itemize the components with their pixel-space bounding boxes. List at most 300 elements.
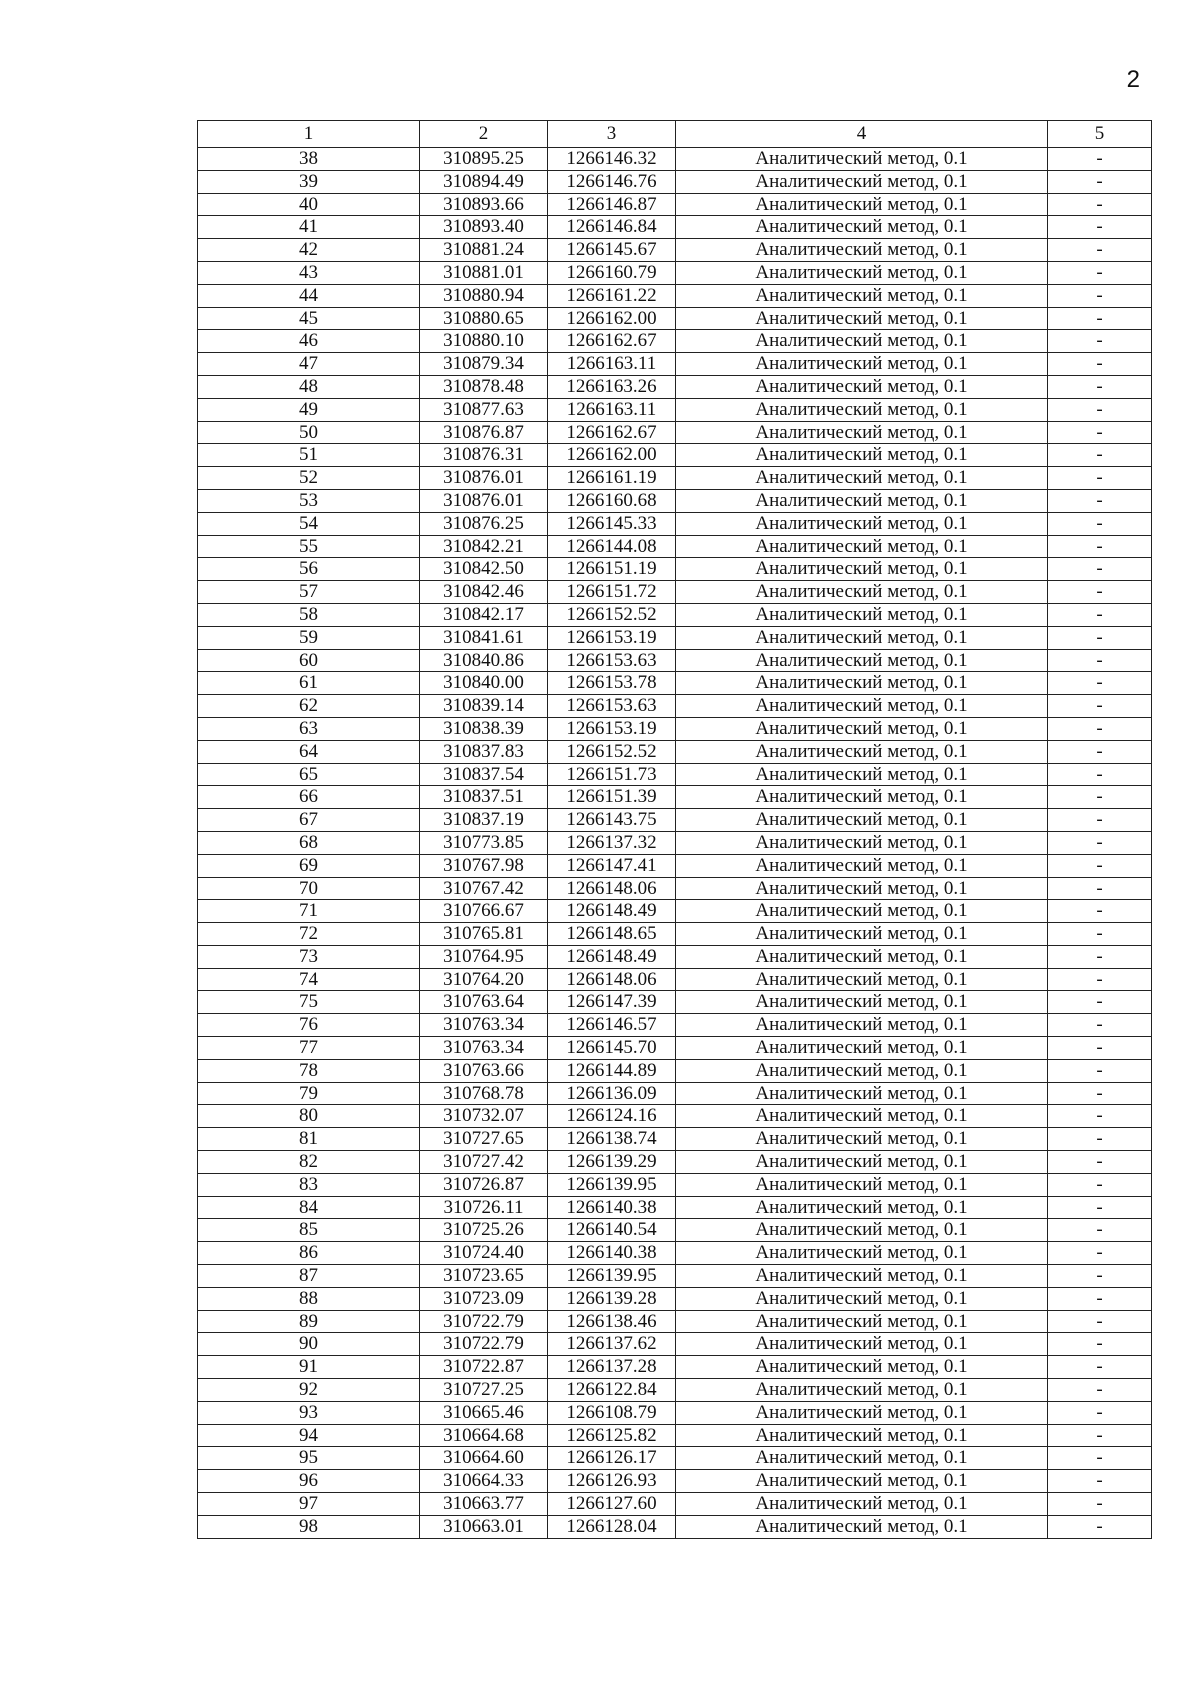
table-row — [198, 1128, 1152, 1151]
table-row — [198, 193, 1152, 216]
table-row — [198, 1219, 1152, 1242]
y-coordinate-cell: 1266137.62 — [548, 1333, 676, 1356]
y-coordinate-cell: 1266143.75 — [548, 809, 676, 832]
x-coordinate-cell: 310768.78 — [420, 1082, 548, 1105]
method-cell: Аналитический метод, 0.1 — [676, 1287, 1048, 1310]
x-coordinate-cell: 310665.46 — [420, 1401, 548, 1424]
x-coordinate-cell: 310766.67 — [420, 900, 548, 923]
y-coordinate-cell: 1266153.19 — [548, 626, 676, 649]
y-coordinate-cell: 1266163.26 — [548, 375, 676, 398]
note-cell: - — [1048, 535, 1152, 558]
method-cell: Аналитический метод, 0.1 — [676, 216, 1048, 239]
table-row — [198, 1447, 1152, 1470]
table-row — [198, 1310, 1152, 1333]
table-row — [198, 558, 1152, 581]
table-row — [198, 672, 1152, 695]
table-row — [198, 877, 1152, 900]
point-number-cell: 43 — [198, 261, 420, 284]
table-row — [198, 1470, 1152, 1493]
note-cell: - — [1048, 489, 1152, 512]
table-row — [198, 421, 1152, 444]
y-coordinate-cell: 1266162.67 — [548, 330, 676, 353]
method-cell: Аналитический метод, 0.1 — [676, 1059, 1048, 1082]
note-cell: - — [1048, 1059, 1152, 1082]
table-row — [198, 261, 1152, 284]
method-cell: Аналитический метод, 0.1 — [676, 763, 1048, 786]
method-cell: Аналитический метод, 0.1 — [676, 1219, 1048, 1242]
note-cell: - — [1048, 581, 1152, 604]
point-number-cell: 67 — [198, 809, 420, 832]
note-cell: - — [1048, 1401, 1152, 1424]
page-number: 2 — [1126, 66, 1140, 93]
note-cell: - — [1048, 284, 1152, 307]
method-cell: Аналитический метод, 0.1 — [676, 1401, 1048, 1424]
method-cell: Аналитический метод, 0.1 — [676, 1082, 1048, 1105]
y-coordinate-cell: 1266139.28 — [548, 1287, 676, 1310]
x-coordinate-cell: 310880.10 — [420, 330, 548, 353]
x-coordinate-cell: 310663.01 — [420, 1515, 548, 1538]
table-row — [198, 1515, 1152, 1538]
x-coordinate-cell: 310894.49 — [420, 170, 548, 193]
point-number-cell: 49 — [198, 398, 420, 421]
note-cell: - — [1048, 991, 1152, 1014]
point-number-cell: 97 — [198, 1493, 420, 1516]
note-cell: - — [1048, 626, 1152, 649]
note-cell: - — [1048, 945, 1152, 968]
x-coordinate-cell: 310876.87 — [420, 421, 548, 444]
x-coordinate-cell: 310842.17 — [420, 603, 548, 626]
method-cell: Аналитический метод, 0.1 — [676, 421, 1048, 444]
x-coordinate-cell: 310724.40 — [420, 1242, 548, 1265]
point-number-cell: 89 — [198, 1310, 420, 1333]
x-coordinate-cell: 310726.11 — [420, 1196, 548, 1219]
y-coordinate-cell: 1266151.73 — [548, 763, 676, 786]
method-cell: Аналитический метод, 0.1 — [676, 1128, 1048, 1151]
x-coordinate-cell: 310893.66 — [420, 193, 548, 216]
point-number-cell: 92 — [198, 1379, 420, 1402]
note-cell: - — [1048, 512, 1152, 535]
method-cell: Аналитический метод, 0.1 — [676, 261, 1048, 284]
method-cell: Аналитический метод, 0.1 — [676, 353, 1048, 376]
point-number-cell: 51 — [198, 444, 420, 467]
method-cell: Аналитический метод, 0.1 — [676, 923, 1048, 946]
x-coordinate-cell: 310876.25 — [420, 512, 548, 535]
table-row — [198, 1424, 1152, 1447]
point-number-cell: 79 — [198, 1082, 420, 1105]
x-coordinate-cell: 310727.42 — [420, 1151, 548, 1174]
x-coordinate-cell: 310881.01 — [420, 261, 548, 284]
y-coordinate-cell: 1266146.57 — [548, 1014, 676, 1037]
table-row — [198, 1493, 1152, 1516]
method-cell: Аналитический метод, 0.1 — [676, 170, 1048, 193]
point-number-cell: 93 — [198, 1401, 420, 1424]
note-cell: - — [1048, 375, 1152, 398]
note-cell: - — [1048, 1082, 1152, 1105]
note-cell: - — [1048, 1128, 1152, 1151]
table-row — [198, 1037, 1152, 1060]
note-cell: - — [1048, 444, 1152, 467]
x-coordinate-cell: 310764.95 — [420, 945, 548, 968]
note-cell: - — [1048, 1310, 1152, 1333]
y-coordinate-cell: 1266122.84 — [548, 1379, 676, 1402]
table-row — [198, 991, 1152, 1014]
method-cell: Аналитический метод, 0.1 — [676, 1356, 1048, 1379]
y-coordinate-cell: 1266144.08 — [548, 535, 676, 558]
point-number-cell: 40 — [198, 193, 420, 216]
y-coordinate-cell: 1266162.67 — [548, 421, 676, 444]
table-row — [198, 626, 1152, 649]
note-cell: - — [1048, 1470, 1152, 1493]
point-number-cell: 75 — [198, 991, 420, 1014]
note-cell: - — [1048, 261, 1152, 284]
table-row — [198, 535, 1152, 558]
table-row — [198, 307, 1152, 330]
table-row — [198, 740, 1152, 763]
point-number-cell: 85 — [198, 1219, 420, 1242]
table-row — [198, 1401, 1152, 1424]
y-coordinate-cell: 1266152.52 — [548, 603, 676, 626]
note-cell: - — [1048, 467, 1152, 490]
x-coordinate-cell: 310838.39 — [420, 717, 548, 740]
table-row — [198, 968, 1152, 991]
x-coordinate-cell: 310767.42 — [420, 877, 548, 900]
method-cell: Аналитический метод, 0.1 — [676, 512, 1048, 535]
method-cell: Аналитический метод, 0.1 — [676, 307, 1048, 330]
method-cell: Аналитический метод, 0.1 — [676, 877, 1048, 900]
y-coordinate-cell: 1266108.79 — [548, 1401, 676, 1424]
method-cell: Аналитический метод, 0.1 — [676, 398, 1048, 421]
point-number-cell: 88 — [198, 1287, 420, 1310]
note-cell: - — [1048, 148, 1152, 171]
y-coordinate-cell: 1266153.19 — [548, 717, 676, 740]
point-number-cell: 84 — [198, 1196, 420, 1219]
y-coordinate-cell: 1266147.41 — [548, 854, 676, 877]
x-coordinate-cell: 310723.65 — [420, 1265, 548, 1288]
y-coordinate-cell: 1266160.79 — [548, 261, 676, 284]
x-coordinate-cell: 310842.21 — [420, 535, 548, 558]
method-cell: Аналитический метод, 0.1 — [676, 1470, 1048, 1493]
y-coordinate-cell: 1266153.63 — [548, 695, 676, 718]
y-coordinate-cell: 1266125.82 — [548, 1424, 676, 1447]
point-number-cell: 57 — [198, 581, 420, 604]
y-coordinate-cell: 1266148.65 — [548, 923, 676, 946]
method-cell: Аналитический метод, 0.1 — [676, 1173, 1048, 1196]
point-number-cell: 78 — [198, 1059, 420, 1082]
method-cell: Аналитический метод, 0.1 — [676, 1265, 1048, 1288]
point-number-cell: 42 — [198, 239, 420, 262]
y-coordinate-cell: 1266138.46 — [548, 1310, 676, 1333]
note-cell: - — [1048, 1219, 1152, 1242]
note-cell: - — [1048, 398, 1152, 421]
y-coordinate-cell: 1266128.04 — [548, 1515, 676, 1538]
point-number-cell: 77 — [198, 1037, 420, 1060]
method-cell: Аналитический метод, 0.1 — [676, 1151, 1048, 1174]
table-body — [198, 148, 1152, 1539]
x-coordinate-cell: 310722.79 — [420, 1310, 548, 1333]
note-cell: - — [1048, 239, 1152, 262]
method-cell: Аналитический метод, 0.1 — [676, 603, 1048, 626]
y-coordinate-cell: 1266139.95 — [548, 1265, 676, 1288]
point-number-cell: 68 — [198, 831, 420, 854]
table-row — [198, 330, 1152, 353]
table-row — [198, 695, 1152, 718]
x-coordinate-cell: 310840.00 — [420, 672, 548, 695]
y-coordinate-cell: 1266152.52 — [548, 740, 676, 763]
column-header-1: 1 — [198, 121, 420, 148]
table-row — [198, 1105, 1152, 1128]
y-coordinate-cell: 1266140.38 — [548, 1196, 676, 1219]
note-cell: - — [1048, 216, 1152, 239]
method-cell: Аналитический метод, 0.1 — [676, 786, 1048, 809]
method-cell: Аналитический метод, 0.1 — [676, 809, 1048, 832]
table-row — [198, 854, 1152, 877]
point-number-cell: 60 — [198, 649, 420, 672]
note-cell: - — [1048, 763, 1152, 786]
note-cell: - — [1048, 353, 1152, 376]
note-cell: - — [1048, 877, 1152, 900]
table-row — [198, 1059, 1152, 1082]
point-number-cell: 70 — [198, 877, 420, 900]
y-coordinate-cell: 1266124.16 — [548, 1105, 676, 1128]
y-coordinate-cell: 1266162.00 — [548, 307, 676, 330]
method-cell: Аналитический метод, 0.1 — [676, 900, 1048, 923]
table-row — [198, 1242, 1152, 1265]
y-coordinate-cell: 1266163.11 — [548, 353, 676, 376]
point-number-cell: 87 — [198, 1265, 420, 1288]
method-cell: Аналитический метод, 0.1 — [676, 444, 1048, 467]
column-header-5: 5 — [1048, 121, 1152, 148]
point-number-cell: 48 — [198, 375, 420, 398]
y-coordinate-cell: 1266139.95 — [548, 1173, 676, 1196]
point-number-cell: 81 — [198, 1128, 420, 1151]
y-coordinate-cell: 1266151.19 — [548, 558, 676, 581]
x-coordinate-cell: 310880.65 — [420, 307, 548, 330]
x-coordinate-cell: 310880.94 — [420, 284, 548, 307]
y-coordinate-cell: 1266146.76 — [548, 170, 676, 193]
x-coordinate-cell: 310842.50 — [420, 558, 548, 581]
y-coordinate-cell: 1266161.19 — [548, 467, 676, 490]
x-coordinate-cell: 310840.86 — [420, 649, 548, 672]
x-coordinate-cell: 310837.83 — [420, 740, 548, 763]
note-cell: - — [1048, 307, 1152, 330]
x-coordinate-cell: 310876.31 — [420, 444, 548, 467]
x-coordinate-cell: 310763.64 — [420, 991, 548, 1014]
y-coordinate-cell: 1266146.84 — [548, 216, 676, 239]
note-cell: - — [1048, 809, 1152, 832]
point-number-cell: 66 — [198, 786, 420, 809]
point-number-cell: 71 — [198, 900, 420, 923]
table-row — [198, 1014, 1152, 1037]
y-coordinate-cell: 1266153.63 — [548, 649, 676, 672]
table-row — [198, 148, 1152, 171]
y-coordinate-cell: 1266145.70 — [548, 1037, 676, 1060]
point-number-cell: 50 — [198, 421, 420, 444]
method-cell: Аналитический метод, 0.1 — [676, 375, 1048, 398]
y-coordinate-cell: 1266148.49 — [548, 900, 676, 923]
column-header-4: 4 — [676, 121, 1048, 148]
method-cell: Аналитический метод, 0.1 — [676, 968, 1048, 991]
x-coordinate-cell: 310726.87 — [420, 1173, 548, 1196]
table-row — [198, 1265, 1152, 1288]
note-cell: - — [1048, 603, 1152, 626]
y-coordinate-cell: 1266127.60 — [548, 1493, 676, 1516]
table-header-row — [198, 121, 1152, 148]
x-coordinate-cell: 310727.65 — [420, 1128, 548, 1151]
y-coordinate-cell: 1266140.38 — [548, 1242, 676, 1265]
note-cell: - — [1048, 900, 1152, 923]
point-number-cell: 63 — [198, 717, 420, 740]
method-cell: Аналитический метод, 0.1 — [676, 854, 1048, 877]
note-cell: - — [1048, 1356, 1152, 1379]
y-coordinate-cell: 1266162.00 — [548, 444, 676, 467]
x-coordinate-cell: 310664.68 — [420, 1424, 548, 1447]
x-coordinate-cell: 310842.46 — [420, 581, 548, 604]
method-cell: Аналитический метод, 0.1 — [676, 148, 1048, 171]
y-coordinate-cell: 1266140.54 — [548, 1219, 676, 1242]
method-cell: Аналитический метод, 0.1 — [676, 1242, 1048, 1265]
note-cell: - — [1048, 1105, 1152, 1128]
point-number-cell: 41 — [198, 216, 420, 239]
point-number-cell: 55 — [198, 535, 420, 558]
point-number-cell: 98 — [198, 1515, 420, 1538]
table-row — [198, 1333, 1152, 1356]
method-cell: Аналитический метод, 0.1 — [676, 1379, 1048, 1402]
x-coordinate-cell: 310876.01 — [420, 467, 548, 490]
table-row — [198, 923, 1152, 946]
method-cell: Аналитический метод, 0.1 — [676, 1493, 1048, 1516]
note-cell: - — [1048, 968, 1152, 991]
x-coordinate-cell: 310765.81 — [420, 923, 548, 946]
y-coordinate-cell: 1266160.68 — [548, 489, 676, 512]
table-row — [198, 1151, 1152, 1174]
point-number-cell: 56 — [198, 558, 420, 581]
method-cell: Аналитический метод, 0.1 — [676, 672, 1048, 695]
method-cell: Аналитический метод, 0.1 — [676, 1014, 1048, 1037]
y-coordinate-cell: 1266126.93 — [548, 1470, 676, 1493]
table-row — [198, 216, 1152, 239]
x-coordinate-cell: 310763.34 — [420, 1014, 548, 1037]
y-coordinate-cell: 1266126.17 — [548, 1447, 676, 1470]
table-row — [198, 353, 1152, 376]
point-number-cell: 72 — [198, 923, 420, 946]
y-coordinate-cell: 1266145.67 — [548, 239, 676, 262]
y-coordinate-cell: 1266147.39 — [548, 991, 676, 1014]
column-header-2: 2 — [420, 121, 548, 148]
note-cell: - — [1048, 1493, 1152, 1516]
x-coordinate-cell: 310764.20 — [420, 968, 548, 991]
note-cell: - — [1048, 558, 1152, 581]
method-cell: Аналитический метод, 0.1 — [676, 1037, 1048, 1060]
method-cell: Аналитический метод, 0.1 — [676, 1424, 1048, 1447]
table-row — [198, 1356, 1152, 1379]
table-row — [198, 467, 1152, 490]
y-coordinate-cell: 1266151.39 — [548, 786, 676, 809]
note-cell: - — [1048, 1333, 1152, 1356]
y-coordinate-cell: 1266136.09 — [548, 1082, 676, 1105]
note-cell: - — [1048, 1014, 1152, 1037]
note-cell: - — [1048, 1037, 1152, 1060]
point-number-cell: 52 — [198, 467, 420, 490]
table-row — [198, 603, 1152, 626]
coordinates-table — [197, 120, 1152, 1539]
method-cell: Аналитический метод, 0.1 — [676, 193, 1048, 216]
point-number-cell: 39 — [198, 170, 420, 193]
note-cell: - — [1048, 649, 1152, 672]
method-cell: Аналитический метод, 0.1 — [676, 581, 1048, 604]
point-number-cell: 38 — [198, 148, 420, 171]
method-cell: Аналитический метод, 0.1 — [676, 1333, 1048, 1356]
method-cell: Аналитический метод, 0.1 — [676, 489, 1048, 512]
point-number-cell: 95 — [198, 1447, 420, 1470]
y-coordinate-cell: 1266144.89 — [548, 1059, 676, 1082]
y-coordinate-cell: 1266153.78 — [548, 672, 676, 695]
note-cell: - — [1048, 923, 1152, 946]
point-number-cell: 61 — [198, 672, 420, 695]
x-coordinate-cell: 310878.48 — [420, 375, 548, 398]
x-coordinate-cell: 310763.66 — [420, 1059, 548, 1082]
note-cell: - — [1048, 854, 1152, 877]
x-coordinate-cell: 310895.25 — [420, 148, 548, 171]
table-row — [198, 1287, 1152, 1310]
method-cell: Аналитический метод, 0.1 — [676, 535, 1048, 558]
x-coordinate-cell: 310893.40 — [420, 216, 548, 239]
method-cell: Аналитический метод, 0.1 — [676, 1310, 1048, 1333]
x-coordinate-cell: 310732.07 — [420, 1105, 548, 1128]
method-cell: Аналитический метод, 0.1 — [676, 330, 1048, 353]
y-coordinate-cell: 1266137.32 — [548, 831, 676, 854]
x-coordinate-cell: 310663.77 — [420, 1493, 548, 1516]
note-cell: - — [1048, 170, 1152, 193]
x-coordinate-cell: 310837.51 — [420, 786, 548, 809]
note-cell: - — [1048, 740, 1152, 763]
point-number-cell: 46 — [198, 330, 420, 353]
x-coordinate-cell: 310837.19 — [420, 809, 548, 832]
point-number-cell: 47 — [198, 353, 420, 376]
point-number-cell: 73 — [198, 945, 420, 968]
y-coordinate-cell: 1266151.72 — [548, 581, 676, 604]
column-header-3: 3 — [548, 121, 676, 148]
point-number-cell: 82 — [198, 1151, 420, 1174]
point-number-cell: 96 — [198, 1470, 420, 1493]
table-row — [198, 581, 1152, 604]
note-cell: - — [1048, 1515, 1152, 1538]
x-coordinate-cell: 310839.14 — [420, 695, 548, 718]
table-row — [198, 284, 1152, 307]
table-row — [198, 1379, 1152, 1402]
point-number-cell: 53 — [198, 489, 420, 512]
x-coordinate-cell: 310725.26 — [420, 1219, 548, 1242]
point-number-cell: 69 — [198, 854, 420, 877]
point-number-cell: 91 — [198, 1356, 420, 1379]
y-coordinate-cell: 1266148.06 — [548, 877, 676, 900]
note-cell: - — [1048, 1242, 1152, 1265]
method-cell: Аналитический метод, 0.1 — [676, 1196, 1048, 1219]
note-cell: - — [1048, 421, 1152, 444]
point-number-cell: 83 — [198, 1173, 420, 1196]
y-coordinate-cell: 1266138.74 — [548, 1128, 676, 1151]
method-cell: Аналитический метод, 0.1 — [676, 558, 1048, 581]
method-cell: Аналитический метод, 0.1 — [676, 740, 1048, 763]
x-coordinate-cell: 310841.61 — [420, 626, 548, 649]
table-row — [198, 398, 1152, 421]
x-coordinate-cell: 310722.79 — [420, 1333, 548, 1356]
y-coordinate-cell: 1266163.11 — [548, 398, 676, 421]
method-cell: Аналитический метод, 0.1 — [676, 626, 1048, 649]
method-cell: Аналитический метод, 0.1 — [676, 1515, 1048, 1538]
point-number-cell: 80 — [198, 1105, 420, 1128]
point-number-cell: 44 — [198, 284, 420, 307]
note-cell: - — [1048, 1196, 1152, 1219]
